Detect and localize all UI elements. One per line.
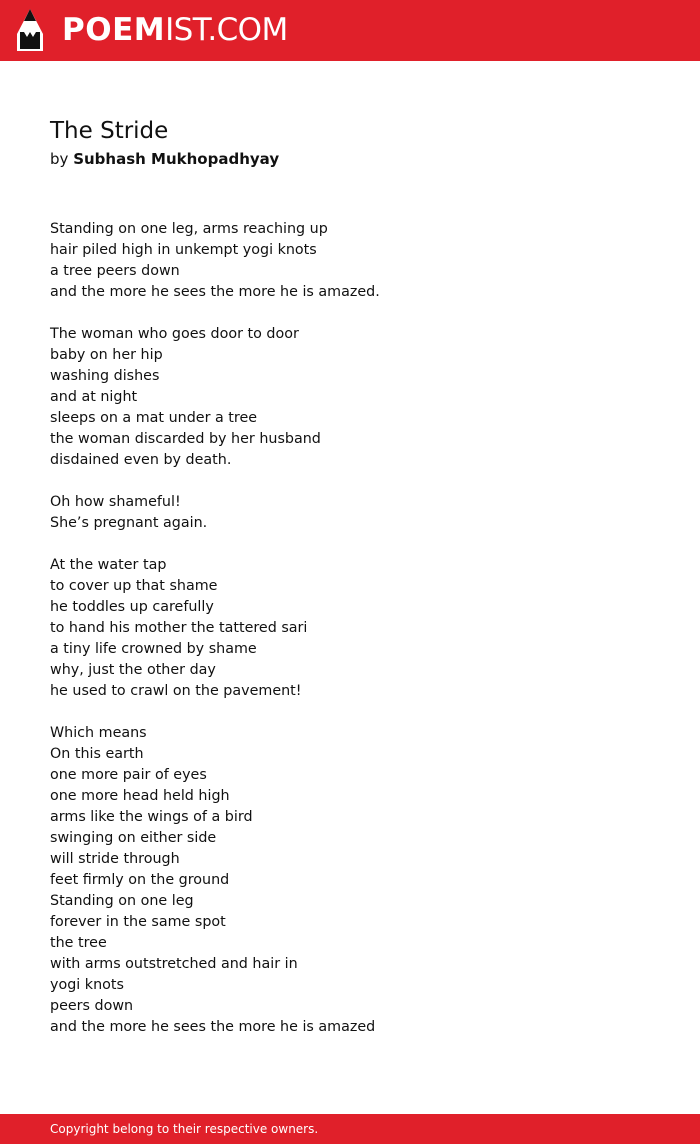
poem-line: The woman who goes door to door: [50, 326, 299, 342]
poem-line: to cover up that shame: [50, 578, 218, 594]
poem-stanza: [50, 219, 650, 303]
site-logo[interactable]: [62, 11, 288, 49]
poem-line: one more pair of eyes: [50, 767, 207, 783]
poem-stanza: [50, 324, 650, 471]
poem-line: and the more he sees the more he is amazed: [50, 1019, 376, 1035]
poem-line: arms like the wings of a bird: [50, 809, 253, 825]
poem-line: yogi knots: [50, 977, 124, 993]
poem-stanza: [50, 492, 650, 534]
poem-line: washing dishes: [50, 368, 160, 384]
logo-light-text: IST.COM: [165, 12, 288, 48]
copyright-text: Copyright belong to their respective owners.: [50, 1122, 319, 1136]
poem-line: Which means: [50, 725, 147, 741]
poem-line: and at night: [50, 389, 138, 405]
poem-line: to hand his mother the tattered sari: [50, 620, 308, 636]
poem-line: swinging on either side: [50, 830, 217, 846]
poem-line: disdained even by death.: [50, 452, 232, 468]
poem-stanza: [50, 555, 650, 702]
poem-line: he used to crawl on the pavement!: [50, 683, 302, 699]
poem-line: baby on her hip: [50, 347, 163, 363]
poem-line: forever in the same spot: [50, 914, 226, 930]
poem-line: Oh how shameful!: [50, 494, 181, 510]
poem-line: he toddles up carefully: [50, 599, 214, 615]
byline: [50, 148, 279, 170]
poem-line: Standing on one leg: [50, 893, 194, 909]
poem-line: the woman discarded by her husband: [50, 431, 321, 447]
poem-line: hair piled high in unkempt yogi knots: [50, 242, 317, 258]
poem-line: She’s pregnant again.: [50, 515, 208, 531]
poem-line: a tiny life crowned by shame: [50, 641, 257, 657]
pencil-tip-icon[interactable]: [15, 8, 45, 52]
poem-line: On this earth: [50, 746, 144, 762]
site-footer: [0, 1114, 700, 1144]
poem-title: The Stride: [50, 118, 169, 144]
poem-line: At the water tap: [50, 557, 167, 573]
poem-body: [50, 219, 650, 1059]
site-header: [0, 0, 700, 61]
poem-line: with arms outstretched and hair in: [50, 956, 298, 972]
by-label: by: [50, 150, 69, 168]
logo-bold-text: POEM: [62, 12, 166, 48]
poem-line: why, just the other day: [50, 662, 216, 678]
poem-line: feet firmly on the ground: [50, 872, 230, 888]
poem-line: will stride through: [50, 851, 180, 867]
poem-line: sleeps on a mat under a tree: [50, 410, 258, 426]
poem-line: peers down: [50, 998, 134, 1014]
poem-line: Standing on one leg, arms reaching up: [50, 221, 328, 237]
poem-line: the tree: [50, 935, 107, 951]
poem-line: a tree peers down: [50, 263, 180, 279]
poem-stanza: [50, 723, 650, 1038]
poem-line: one more head held high: [50, 788, 230, 804]
author-name: Subhash Mukhopadhyay: [73, 150, 280, 168]
poem-line: and the more he sees the more he is amazed.: [50, 284, 380, 300]
